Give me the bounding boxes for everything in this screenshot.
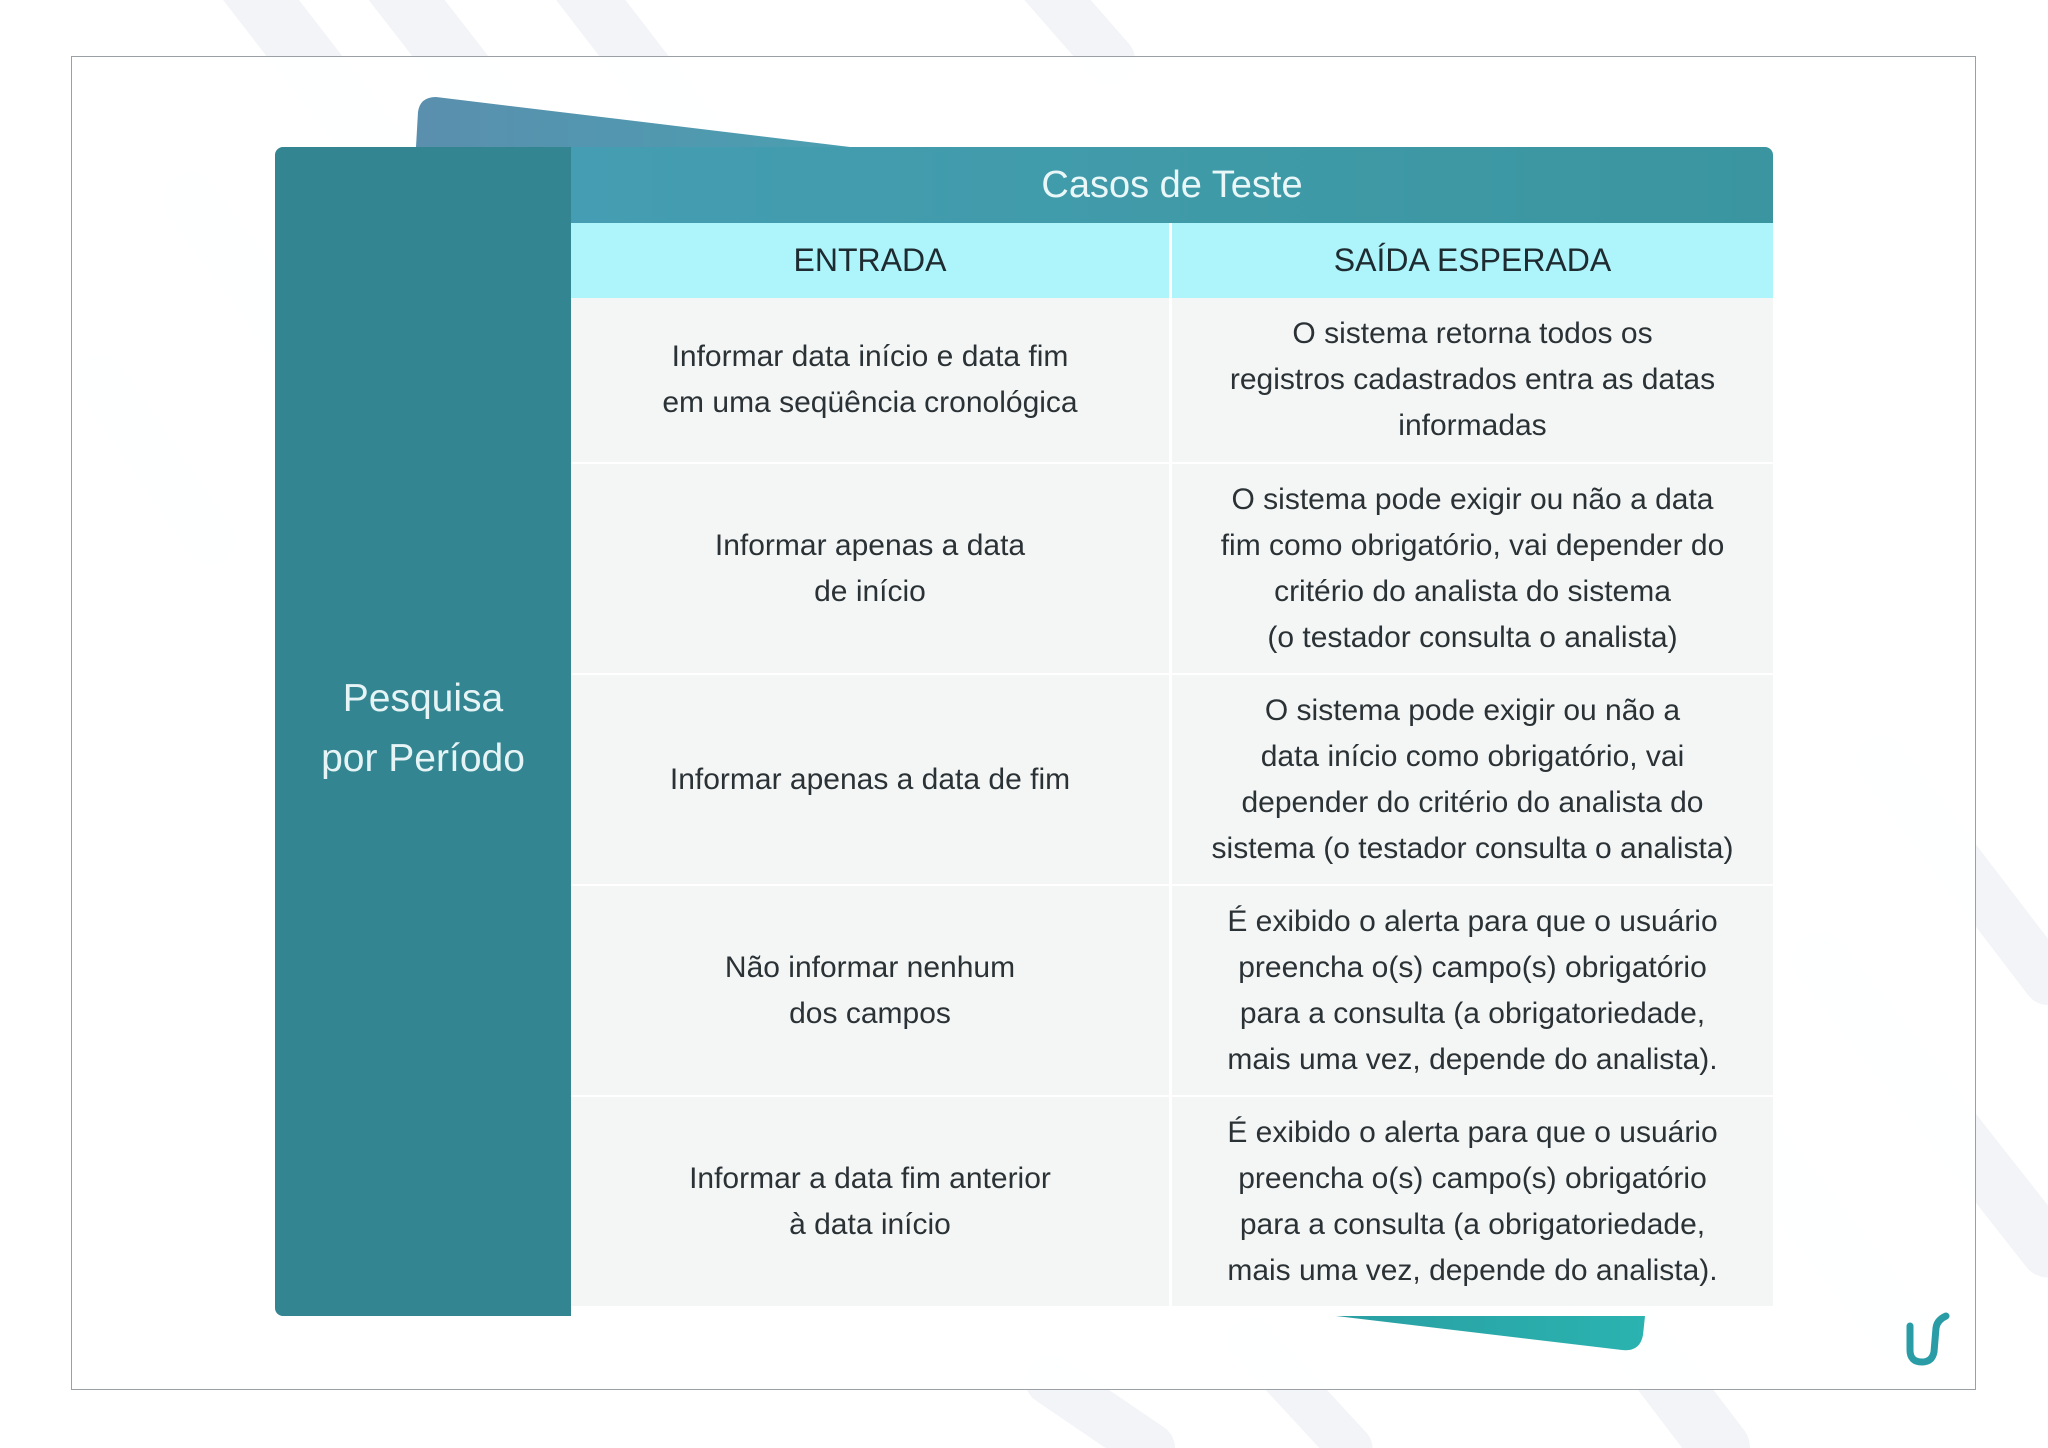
cell-saida: O sistema retorna todos os registros cadastrados entra as datas informadas <box>1229 317 1716 442</box>
cell-entrada: Informar apenas a data de fim <box>571 675 1172 884</box>
table-row <box>571 886 1773 1097</box>
table-title-bar <box>571 147 1773 223</box>
cell-entrada: Informar apenas a data de início <box>571 464 1172 673</box>
cell-entrada: Informar a data fim anterior à data início <box>571 1097 1172 1306</box>
table-title: Casos de Teste <box>1041 163 1303 206</box>
table-row <box>571 1097 1773 1308</box>
table-row <box>571 298 1773 464</box>
cell-saida: O sistema pode exigir ou não a data início como obrigatório, vai depender do critério do analista do sistema (o testador consulta o analista) <box>1211 693 1734 865</box>
side-panel <box>275 147 571 1316</box>
cell-entrada: Não informar nenhum dos campos <box>571 886 1172 1095</box>
cell-saida: É exibido o alerta para que o usuário preencha o(s) campo(s) obrigatório para a consulta (a obrigatoriedade, mais uma vez, depende do analista). <box>1227 1115 1718 1287</box>
cell-saida: O sistema pode exigir ou não a data fim como obrigatório, vai depender do critério do analista do sistema (o testador consulta o analista) <box>1220 482 1725 654</box>
test-cases-table <box>571 147 1773 1316</box>
table-body <box>571 298 1773 1308</box>
cell-saida: É exibido o alerta para que o usuário preencha o(s) campo(s) obrigatório para a consulta (a obrigatoriedade, mais uma vez, depende do analista). <box>1227 904 1718 1076</box>
table-row <box>571 464 1773 675</box>
column-header-row <box>571 223 1773 298</box>
column-header-entrada: ENTRADA <box>571 223 1172 298</box>
brand-logo-icon <box>1902 1312 1952 1366</box>
cell-entrada: Informar data início e data fim em uma seqüência cronológica <box>571 298 1172 462</box>
column-header-saida: SAÍDA ESPERADA <box>1333 242 1612 278</box>
table-row <box>571 675 1773 886</box>
side-panel-label: Pesquisa por Período <box>321 677 525 780</box>
